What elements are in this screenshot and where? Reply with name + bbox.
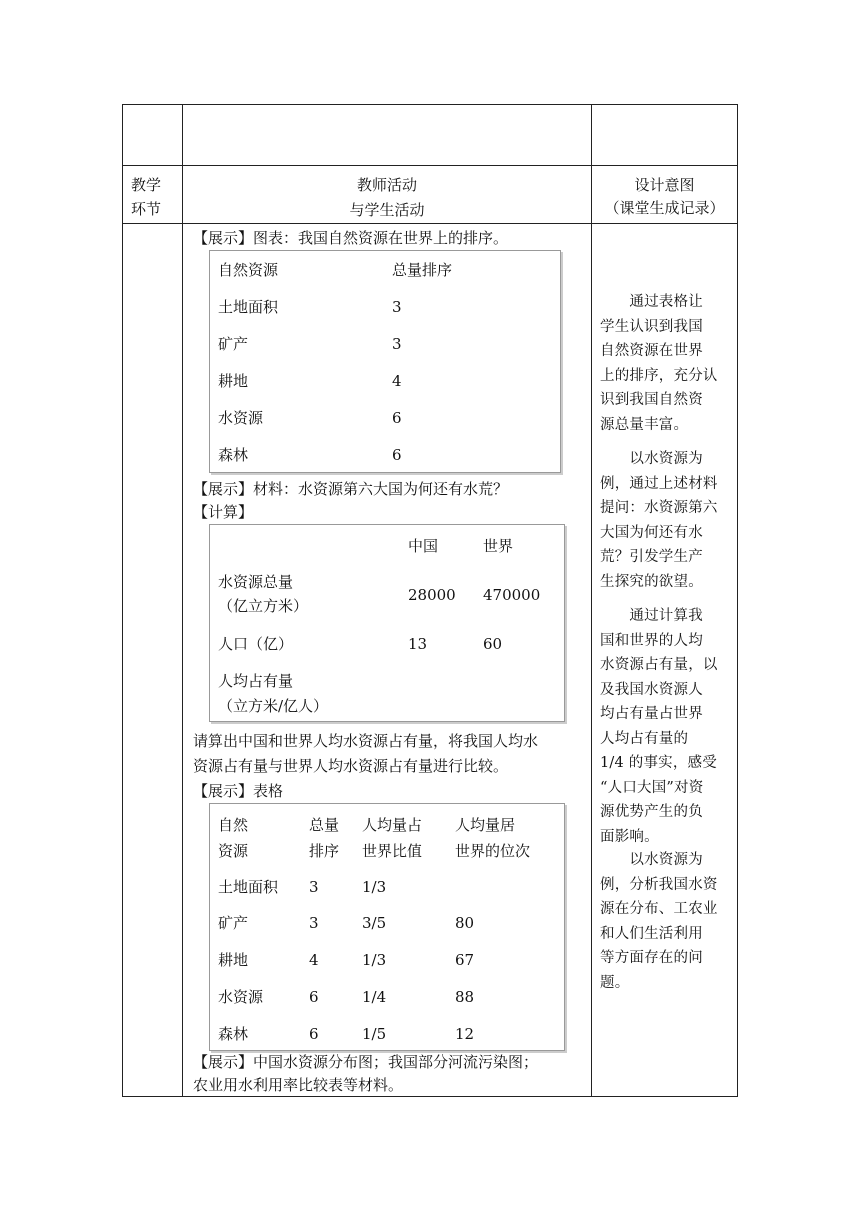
table-cell: 6: [309, 988, 319, 1006]
design-intent-p4: [600, 848, 734, 995]
design-line: 上的排序，充分认: [600, 367, 718, 384]
table-cell: 矿产: [218, 335, 249, 353]
table-cell: 4: [392, 372, 402, 390]
cmp-header-ratio-1: 人均量占: [362, 816, 423, 834]
table-cell: 3: [309, 878, 319, 896]
table-top-border: [122, 104, 738, 105]
design-line: 均占有量占世界: [600, 706, 703, 722]
task-line2: 资源占有量与世界人均水资源占有量进行比较。: [193, 757, 509, 775]
table-cell: 1/5: [362, 1025, 387, 1043]
cmp-header-ratio-2: 世界比值: [362, 842, 423, 860]
table-cell: 3: [392, 335, 402, 353]
calc-row-total-unit: （亿立方米）: [218, 597, 309, 615]
table-cell: 1/3: [362, 878, 387, 896]
table-cell: 6: [309, 1025, 319, 1043]
header-stage-line2: 环节: [131, 200, 162, 218]
table-cell: 水资源: [218, 988, 264, 1006]
design-line: 面影响。: [600, 828, 659, 845]
calc-row-percapita-label: 人均占有量: [218, 672, 294, 690]
design-line: 国和世界的人均: [600, 632, 703, 649]
ranking-table-header-resource: 自然资源: [218, 261, 279, 279]
table-cell: 土地面积: [218, 878, 279, 896]
design-line: “人口大国”对资: [600, 779, 704, 796]
design-line: 题。: [600, 974, 630, 991]
comparison-table: [209, 803, 565, 1051]
table-cell: 3/5: [362, 914, 387, 932]
calc-row-total-label: 水资源总量: [218, 573, 294, 591]
table-cell: 6: [392, 446, 402, 464]
design-line: 荒？引发学生产: [600, 549, 703, 565]
col-divider-2: [591, 104, 592, 1097]
col-divider-1: [182, 104, 183, 1097]
header-row-top-border: [122, 165, 738, 166]
calc-header-world: 世界: [483, 537, 514, 555]
ranking-table-header-rank: 总量排序: [392, 261, 453, 279]
table-cell: 森林: [218, 1025, 249, 1043]
header-stage-line1: 教学: [131, 176, 162, 194]
design-line: 提问：水资源第六: [600, 500, 718, 516]
design-intent-p2: [600, 447, 734, 594]
header-design-line2: （课堂生成记录）: [604, 199, 725, 217]
table-cell: 水资源: [218, 409, 264, 427]
design-intent-p1: [600, 290, 734, 437]
cmp-header-position-2: 世界的位次: [455, 842, 531, 860]
header-design-line1: 设计意图: [634, 176, 695, 194]
show-materials-line2: 农业用水利用率比较表等材料。: [193, 1076, 404, 1094]
design-line: 源优势产生的负: [600, 804, 703, 820]
design-line: 生探究的欲望。: [600, 573, 703, 590]
show-table-label: 【展示】表格: [193, 782, 284, 800]
table-bottom-border: [122, 1096, 738, 1097]
header-activity-line2: 与学生活动: [349, 201, 425, 219]
design-line: 和人们生活利用: [600, 925, 703, 942]
show-water-shortage: 【展示】材料：水资源第六大国为何还有水荒？: [193, 480, 509, 498]
cmp-header-rank-1: 总量: [309, 816, 340, 834]
cmp-header-resource-2: 资源: [218, 842, 249, 860]
header-activity-line1: 教师活动: [356, 176, 417, 194]
design-line: 等方面存在的问: [600, 950, 703, 966]
design-line: 源总量丰富。: [600, 416, 689, 433]
design-line: 及我国水资源人: [600, 681, 703, 698]
calc-header-china: 中国: [408, 537, 439, 555]
cmp-header-rank-2: 排序: [309, 842, 340, 860]
table-cell: 6: [392, 409, 402, 427]
table-cell: 耕地: [218, 951, 249, 969]
table-cell: 60: [483, 635, 503, 653]
table-cell: 土地面积: [218, 298, 279, 316]
table-cell: 1/4: [362, 988, 387, 1006]
cmp-header-resource-1: 自然: [218, 816, 249, 834]
design-line: 例，通过上述材料: [600, 475, 718, 492]
design-line: 通过计算我: [600, 608, 703, 624]
table-cell: 67: [455, 951, 475, 969]
design-intent-p3: [600, 604, 734, 849]
table-cell: 80: [455, 914, 475, 932]
design-line: 例，分析我国水资: [600, 876, 718, 893]
design-line: 识到我国自然资: [600, 392, 703, 408]
header-row-bottom-border: [122, 223, 738, 224]
table-cell: 13: [408, 635, 428, 653]
design-line: 1/4 的事实，感受: [600, 755, 717, 771]
task-line1: 请算出中国和世界人均水资源占有量，将我国人均水: [193, 732, 539, 750]
ranking-table: [209, 250, 561, 473]
show-materials-line1: 【展示】中国水资源分布图；我国部分河流污染图；: [193, 1053, 539, 1071]
table-cell: 4: [309, 951, 319, 969]
cmp-header-position-1: 人均量居: [455, 816, 516, 834]
table-cell: 470000: [483, 586, 541, 604]
design-line: 源在分布、工农业: [600, 901, 718, 917]
table-cell: 矿产: [218, 914, 249, 932]
design-line: 通过表格让: [600, 294, 703, 310]
table-cell: 耕地: [218, 372, 249, 390]
calc-row-population-label: 人口（亿）: [218, 635, 294, 653]
show-ranking-chart: 【展示】图表：我国自然资源在世界上的排序。: [193, 229, 509, 247]
design-line: 以水资源为: [600, 451, 703, 467]
design-line: 水资源占有量，以: [600, 657, 718, 673]
table-cell: 12: [455, 1025, 475, 1043]
table-cell: 1/3: [362, 951, 387, 969]
table-cell: 森林: [218, 446, 249, 464]
table-cell: 28000: [408, 586, 456, 604]
design-line: 自然资源在世界: [600, 343, 703, 359]
calc-label: 【计算】: [193, 503, 254, 521]
design-line: 大国为何还有水: [600, 524, 703, 541]
design-line: 以水资源为: [600, 852, 703, 868]
table-right-border: [737, 104, 738, 1097]
table-cell: 88: [455, 988, 475, 1006]
table-cell: 3: [309, 914, 319, 932]
calc-row-percapita-unit: （立方米/亿人）: [218, 697, 329, 715]
design-line: 学生认识到我国: [600, 318, 703, 335]
table-cell: 3: [392, 298, 402, 316]
design-line: 人均占有量的: [600, 730, 689, 747]
table-left-border: [122, 104, 123, 1097]
